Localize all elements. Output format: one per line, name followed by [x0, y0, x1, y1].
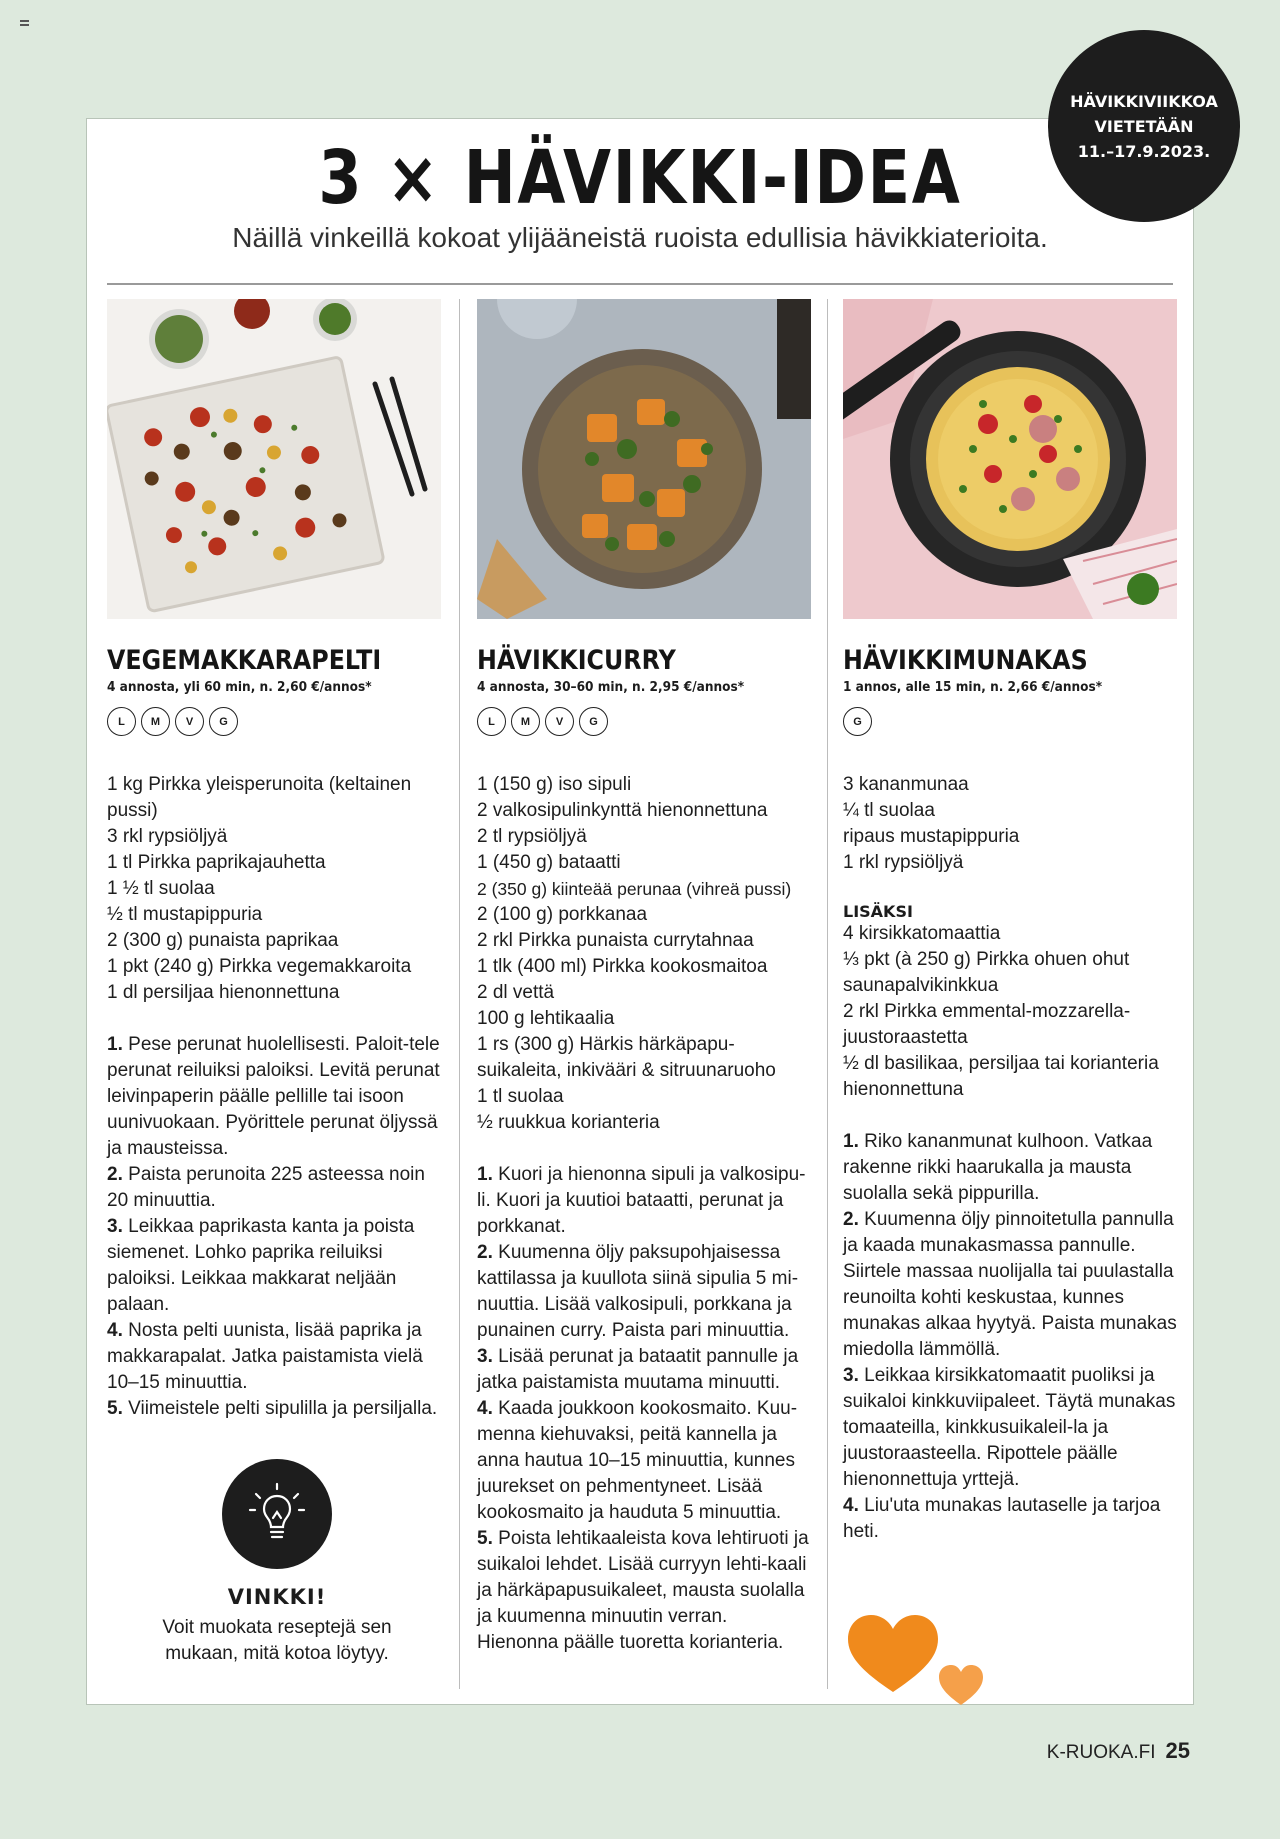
- ingredient-line: 1 rs (300 g) Härkis härkäpapu-: [477, 1034, 735, 1055]
- ingredient-line: suikaleita, inkivääri & sitruunaruoho: [477, 1060, 776, 1081]
- recipe-photo-sheet-pan: [107, 299, 441, 619]
- ingredient-line: ⅓ pkt (à 250 g) Pirkka ohuen ohut: [843, 949, 1130, 970]
- diet-badge: L: [477, 707, 506, 736]
- ingredient-line: ½ dl basilikaa, persiljaa tai korianteria: [843, 1053, 1159, 1074]
- recipe-title: VEGEMAKKARAPELTI: [107, 645, 382, 676]
- method-step: 5. Viimeistele pelti sipulilla ja persiljalla.: [107, 1398, 438, 1419]
- ingredient-line: 3 kananmunaa: [843, 774, 969, 795]
- diet-badge: M: [511, 707, 540, 736]
- method-step: 3. Lisää perunat ja bataatit pannulle ja jatka paistamista muutama minuutti.: [477, 1346, 799, 1393]
- ingredient-line: pussi): [107, 800, 158, 821]
- ingredient-line: ripaus mustapippuria: [843, 826, 1020, 847]
- ingredient-line: 1 tlk (400 ml) Pirkka kookosmaitoa: [477, 956, 768, 977]
- recipe-column-2: [477, 299, 811, 1656]
- tip-title: VINKKI!: [227, 1585, 327, 1609]
- ingredient-line: 1 tl suolaa: [477, 1086, 564, 1107]
- ingredient-line: 1 (450 g) bataatti: [477, 852, 621, 873]
- lightbulb-icon: [222, 1459, 332, 1569]
- badge-line: HÄVIKKIVIIKKOA: [1070, 91, 1218, 111]
- method-step: 1. Riko kananmunat kulhoon. Vatkaa rakenne rikki haarukalla ja mausta suolalla sekä pippurilla.: [843, 1131, 1153, 1204]
- ingredient-list: [107, 772, 441, 1006]
- method-step: 4. Nosta pelti uunista, lisää paprika ja makkarapalat. Jatka paistamista vielä 10–15 minuuttia.: [107, 1320, 423, 1393]
- method-steps: [107, 1032, 441, 1422]
- method-step: 1. Kuori ja hienonna sipuli ja valkosipu-li. Kuori ja kuutioi bataatti, perunat ja porkkanat.: [477, 1164, 806, 1237]
- page-number: 25: [1165, 1738, 1190, 1763]
- ingredient-line: hienonnettuna: [843, 1079, 964, 1100]
- method-step: 4. Kaada joukkoon kookosmaito. Kuu-menna kiehuvaksi, peitä kannella ja anna hautua 10–15 minuuttia, kunnes juurekset on pehmentyneet. Lisää kookosmaito ja hauduta 5 minuuttia.: [477, 1398, 798, 1523]
- recipe-meta: 1 annos, alle 15 min, n. 2,66 €/annos*: [843, 679, 1103, 695]
- heart-icon: [843, 1607, 1003, 1707]
- diet-badge: G: [209, 707, 238, 736]
- diet-badge: G: [843, 707, 872, 736]
- ingredient-line: 1 kg Pirkka yleisperunoita (keltainen: [107, 774, 412, 795]
- ingredient-line: saunapalvikinkkua: [843, 975, 999, 996]
- site-name: K-RUOKA.FI: [1046, 1742, 1156, 1763]
- ingredient-list: [843, 772, 1177, 876]
- ingredient-line: 4 kirsikkatomaattia: [843, 923, 1001, 944]
- method-step: 3. Leikkaa paprikasta kanta ja poista siemenet. Lohko paprika reiluiksi paloiksi. Leikkaa makkarat neljään palaan.: [107, 1216, 415, 1315]
- method-step: 2. Kuumenna öljy paksupohjaisessa kattilassa ja kuullota siinä sipulia 5 mi-nuuttia. Lisää valkosipuli, porkkana ja punainen curry. Paista pari minuuttia.: [477, 1242, 799, 1341]
- ingredient-list: [477, 772, 811, 1136]
- ingredient-line: juustoraastetta: [843, 1027, 968, 1048]
- tip-text: Voit muokata reseptejä sen mukaan, mitä kotoa löytyy.: [162, 1617, 392, 1664]
- ingredient-line: 1 rkl rypsiöljyä: [843, 852, 964, 873]
- ingredient-line: 1 ½ tl suolaa: [107, 878, 215, 899]
- method-step: 4. Liu'uta munakas lautaselle ja tarjoa heti.: [843, 1495, 1161, 1542]
- column-divider: [459, 299, 460, 1689]
- tip-box: [127, 1459, 427, 1667]
- badge-line: 11.–17.9.2023.: [1077, 141, 1211, 161]
- method-step: 5. Poista lehtikaaleista kova lehtiruoti ja suikaloi lehdet. Lisää curryyn lehti-kaali ja härkäpapusuikaleet, mausta suolalla ja kuumenna minuutin verran. Hienonna päälle tuoretta korianteria.: [477, 1528, 809, 1653]
- recipe-column-1: [107, 299, 441, 1422]
- ingredient-line: 3 rkl rypsiöljyä: [107, 826, 228, 847]
- recipe-photo-curry: [477, 299, 811, 619]
- method-step: 3. Leikkaa kirsikkatomaatit puoliksi ja suikaloi kinkkuviipaleet. Täytä munakas tomaateilla, kinkkusuikaleil-la ja juustoraasteella. Ripottele päälle hienonnettuja yrttejä.: [843, 1365, 1176, 1490]
- page-footer: [1047, 1738, 1190, 1764]
- ingredient-line: 2 (350 g) kiinteää perunaa (vihreä pussi): [477, 879, 792, 899]
- ingredient-line: 1 tl Pirkka paprikajauhetta: [107, 852, 326, 873]
- recipe-page: [86, 118, 1194, 1705]
- recipe-column-3: [843, 299, 1177, 1545]
- method-steps: [843, 1129, 1177, 1545]
- diet-labels: [843, 707, 1177, 736]
- ingredient-line: 2 (300 g) punaista paprikaa: [107, 930, 339, 951]
- method-step: 2. Kuumenna öljy pinnoitetulla pannulla ja kaada munakasmassa pannulle. Siirtele massaa nuolijalla tai puulastalla reunoilta kohti keskustaa, kunnes munakas alkaa hyytyä. Paista munakas miedolla lämmöllä.: [843, 1209, 1177, 1360]
- ingredient-line: ¼ tl suolaa: [843, 800, 935, 821]
- recipe-meta: 4 annosta, yli 60 min, n. 2,60 €/annos*: [107, 679, 372, 695]
- page-subtitle: Näillä vinkeillä kokoat ylijääneistä ruoista edullisia hävikkiaterioita.: [232, 222, 1048, 253]
- diet-labels: [477, 707, 811, 736]
- ingredient-line: 100 g lehtikaalia: [477, 1008, 615, 1029]
- badge-line: VIETETÄÄN: [1094, 116, 1194, 136]
- ingredient-line: 1 dl persiljaa hienonnettuna: [107, 982, 340, 1003]
- extras-heading: LISÄKSI: [843, 902, 913, 921]
- method-step: 1. Pese perunat huolellisesti. Paloit-tele perunat reiluiksi paloiksi. Levitä perunat leivinpaperin päälle pellille tai isoon uunivuokaan. Pyörittele perunat öljyssä ja mausteissa.: [107, 1034, 440, 1159]
- recipe-title: HÄVIKKICURRY: [477, 645, 676, 676]
- ingredient-line: 1 (150 g) iso sipuli: [477, 774, 632, 795]
- recipe-meta: 4 annosta, 30–60 min, n. 2,95 €/annos*: [477, 679, 745, 695]
- diet-badge: L: [107, 707, 136, 736]
- extras-list: [843, 921, 1177, 1103]
- header-divider: [107, 283, 1173, 285]
- page-title: 3 × HÄVIKKI-IDEA: [318, 135, 962, 221]
- method-steps: [477, 1162, 811, 1656]
- ingredient-line: 1 pkt (240 g) Pirkka vegemakkaroita: [107, 956, 412, 977]
- diet-badge: M: [141, 707, 170, 736]
- event-badge: [1048, 30, 1240, 222]
- diet-badge: V: [175, 707, 204, 736]
- ingredient-line: 2 rkl Pirkka punaista currytahnaa: [477, 930, 754, 951]
- ingredient-line: 2 rkl Pirkka emmental-mozzarella-: [843, 1001, 1131, 1022]
- recipe-photo-omelette: [843, 299, 1177, 619]
- column-divider: [827, 299, 828, 1689]
- ingredient-line: 2 (100 g) porkkanaa: [477, 904, 648, 925]
- diet-labels: [107, 707, 441, 736]
- ingredient-line: ½ ruukkua korianteria: [477, 1112, 660, 1133]
- diet-badge: G: [579, 707, 608, 736]
- ingredient-line: ½ tl mustapippuria: [107, 904, 263, 925]
- ingredient-line: 2 valkosipulinkynttä hienonnettuna: [477, 800, 768, 821]
- ingredient-line: 2 dl vettä: [477, 982, 555, 1003]
- recipe-title: HÄVIKKIMUNAKAS: [843, 645, 1088, 676]
- method-step: 2. Paista perunoita 225 asteessa noin 20 minuuttia.: [107, 1164, 425, 1211]
- menu-icon: [20, 20, 29, 26]
- ingredient-line: 2 tl rypsiöljyä: [477, 826, 587, 847]
- diet-badge: V: [545, 707, 574, 736]
